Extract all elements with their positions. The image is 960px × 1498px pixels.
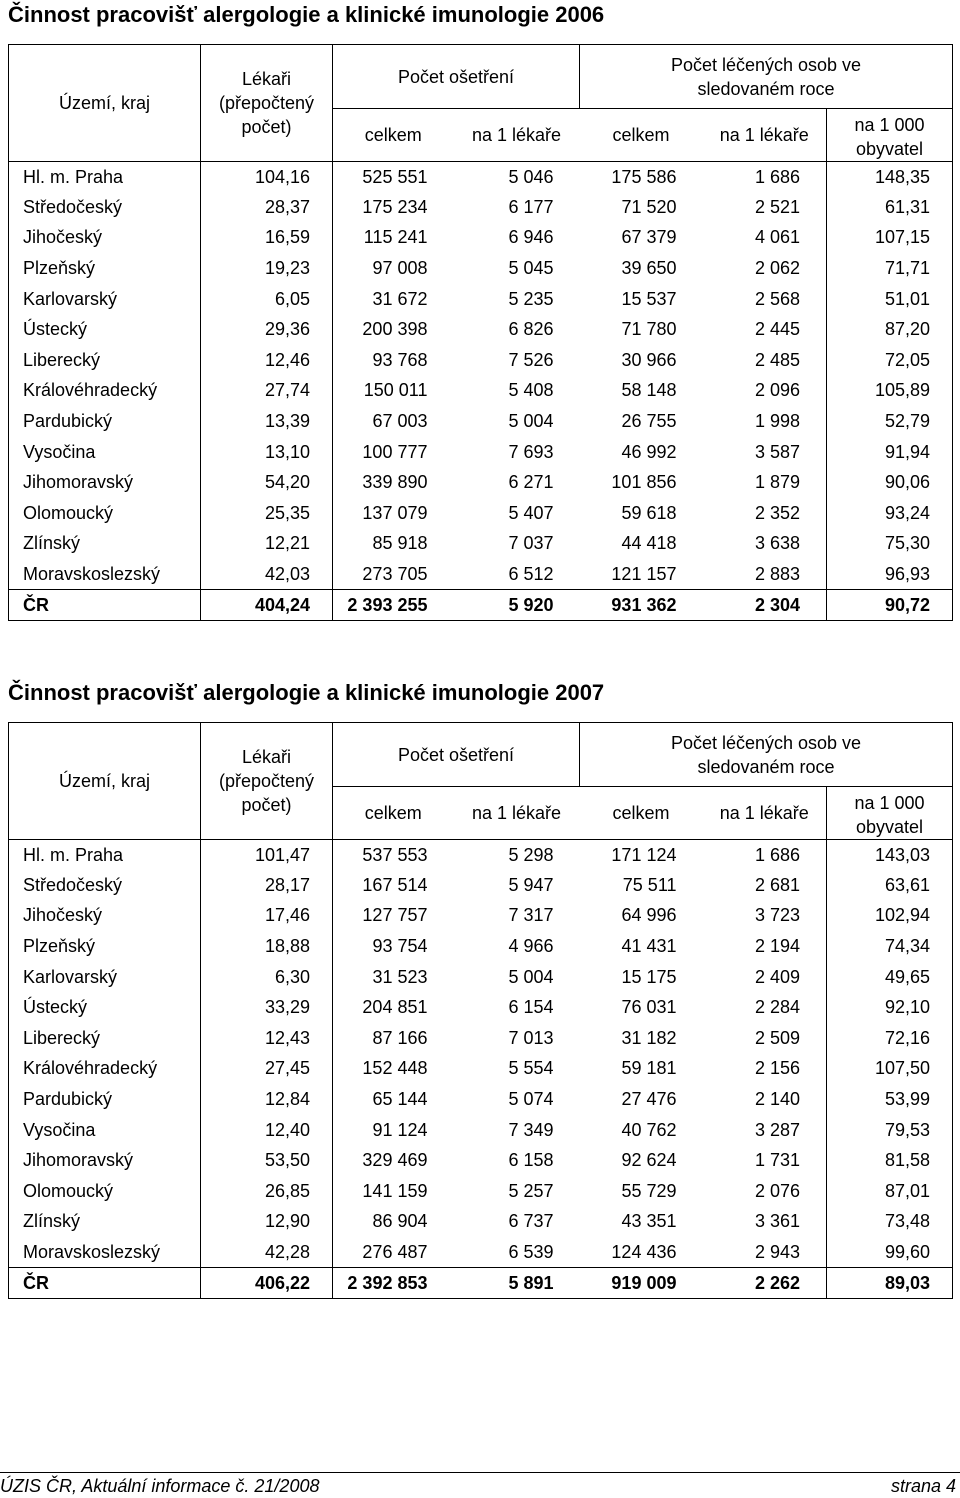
cell-pat-per-doctor: 2 156 [754,1058,800,1079]
cell-treat-per-doctor: 5 257 [508,1180,554,1201]
cell-pat-per-1000: 61,31 [827,192,953,223]
cell-treat-per-doctor: 7 013 [508,1027,554,1048]
cell-region: Ústecký [9,992,201,1023]
cell-treat-per-doctor: 6 737 [508,1211,554,1232]
cell-treat-total: 85 918 [333,529,454,560]
cell-doctors: 28,37 [201,192,333,223]
table-row [9,223,953,254]
cell-treat-per-doctor: 5 554 [508,1058,554,1079]
cell-pat-total: 40 762 [621,1119,677,1140]
header-patients: Počet léčených osob ve sledovaném roce [580,723,953,787]
cell-pat-per-doctor: 3 723 [754,905,800,926]
cell-treat-total: 537 553 [333,840,454,871]
cell-region: Královéhradecký [9,1054,201,1085]
cell-treat-total: 141 159 [333,1176,454,1207]
cell-treat-per-doctor: 6 271 [508,472,554,493]
cell-region: Zlínský [9,529,201,560]
cell-pat-per-1000: 52,79 [827,406,953,437]
cell-doctors: 13,10 [201,437,333,468]
cell-region: Jihomoravský [9,1145,201,1176]
cell-pat-per-1000: 73,48 [827,1207,953,1238]
cell-treat-total: 200 398 [333,314,454,345]
cell-pat-per-doctor: 3 638 [754,533,800,554]
cell-pat-per-doctor: 2 681 [754,874,800,895]
header-treat-per-doctor: na 1 lékaře [454,787,580,840]
cell-pat-total: 67 379 [621,227,677,248]
cell-treat-per-doctor: 5 947 [508,874,554,895]
cell-pat-total: 919 009 [580,1268,703,1299]
cell-pat-total: 55 729 [621,1180,677,1201]
cell-pat-per-1000: 49,65 [827,962,953,993]
cell-treat-per-doctor: 4 966 [508,936,554,957]
cell-pat-total: 43 351 [621,1211,677,1232]
table-row [9,192,953,223]
cell-region: ČR [9,1268,201,1299]
cell-pat-per-1000: 91,94 [827,437,953,468]
cell-pat-total: 15 537 [621,288,677,309]
cell-pat-total: 71 520 [621,196,677,217]
cell-pat-per-1000: 96,93 [827,559,953,590]
cell-treat-total: 329 469 [333,1145,454,1176]
page-footer [0,1472,960,1498]
table-row [9,1023,953,1054]
header-pat-per-1000: na 1 000 obyvatel [827,109,953,162]
cell-treat-total: 2 392 853 [333,1268,454,1299]
cell-pat-per-doctor: 2 140 [754,1089,800,1110]
cell-treat-per-doctor: 5 298 [454,840,580,871]
cell-region: Hl. m. Praha [9,840,201,871]
cell-pat-total: 101 856 [611,472,677,493]
table-row [9,962,953,993]
table-row [9,284,953,315]
header-region: Území, kraj [9,723,201,840]
cell-doctors: 6,05 [201,284,333,315]
cell-treat-total: 67 003 [333,406,454,437]
cell-pat-total: 39 650 [621,258,677,279]
table-row [9,870,953,901]
cell-pat-per-doctor: 3 287 [754,1119,800,1140]
cell-pat-per-1000: 90,72 [827,590,953,621]
cell-pat-per-doctor: 2 445 [754,319,800,340]
cell-treat-total: 91 124 [333,1115,454,1146]
cell-region: Zlínský [9,1207,201,1238]
cell-treat-per-doctor: 5 920 [454,590,580,621]
cell-pat-per-1000: 102,94 [827,901,953,932]
cell-pat-per-1000: 107,15 [827,223,953,254]
cell-treat-per-doctor: 6 177 [508,196,554,217]
header-patients: Počet léčených osob ve sledovaném roce [580,45,953,109]
table-row [9,931,953,962]
cell-doctors: 33,29 [201,992,333,1023]
cell-region: Moravskoslezský [9,559,201,590]
cell-treat-per-doctor: 7 317 [508,905,554,926]
cell-pat-total: 31 182 [621,1027,677,1048]
table-row [9,901,953,932]
table-row [9,1176,953,1207]
cell-treat-total: 93 754 [333,931,454,962]
cell-pat-per-1000: 74,34 [827,931,953,962]
header-doctors: Lékaři (přepočtený počet) [201,45,333,162]
table-row [9,467,953,498]
cell-pat-total: 15 175 [621,966,677,987]
cell-doctors: 12,21 [201,529,333,560]
cell-region: Moravskoslezský [9,1237,201,1268]
cell-treat-per-doctor: 6 946 [508,227,554,248]
cell-pat-total: 41 431 [621,936,677,957]
cell-pat-per-1000: 79,53 [827,1115,953,1146]
cell-pat-per-1000: 87,20 [827,314,953,345]
cell-treat-total: 31 672 [333,284,454,315]
cell-treat-per-doctor: 5 045 [508,258,554,279]
table-row [9,1237,953,1268]
table-title: Činnost pracovišť alergologie a klinické imunologie 2006 [8,2,605,27]
cell-doctors: 6,30 [201,962,333,993]
cell-treat-per-doctor: 5 074 [508,1089,554,1110]
cell-region: Vysočina [9,1115,201,1146]
cell-treat-per-doctor: 6 154 [508,997,554,1018]
cell-region: Karlovarský [9,284,201,315]
cell-pat-per-doctor: 1 731 [754,1150,800,1171]
cell-pat-per-doctor: 4 061 [754,227,800,248]
table-row [9,1054,953,1085]
cell-pat-per-1000: 90,06 [827,467,953,498]
header-pat-per-doctor: na 1 lékaře [703,109,827,162]
cell-pat-per-doctor: 2 284 [754,997,800,1018]
cell-treat-total: 273 705 [333,559,454,590]
cell-treat-total: 2 393 255 [333,590,454,621]
cell-pat-total: 71 780 [621,319,677,340]
cell-treat-total: 86 904 [333,1207,454,1238]
cell-pat-total: 171 124 [580,840,703,871]
cell-pat-per-doctor: 1 879 [754,472,800,493]
cell-pat-total: 59 181 [621,1058,677,1079]
cell-doctors: 54,20 [201,467,333,498]
cell-pat-total: 92 624 [621,1150,677,1171]
cell-treat-per-doctor: 5 235 [508,288,554,309]
cell-pat-per-doctor: 3 587 [754,441,800,462]
table-row [9,1145,953,1176]
cell-treat-per-doctor: 5 046 [454,162,580,193]
cell-pat-total: 931 362 [580,590,703,621]
cell-doctors: 12,46 [201,345,333,376]
cell-doctors: 16,59 [201,223,333,254]
cell-doctors: 12,40 [201,1115,333,1146]
cell-pat-per-1000: 51,01 [827,284,953,315]
cell-pat-per-doctor: 2 883 [754,563,800,584]
cell-treat-per-doctor: 7 349 [508,1119,554,1140]
table-total-row [9,590,953,621]
cell-treat-per-doctor: 6 539 [508,1241,554,1262]
cell-pat-per-1000: 72,05 [827,345,953,376]
cell-doctors: 19,23 [201,253,333,284]
header-pat-per-1000: na 1 000 obyvatel [827,787,953,840]
cell-treat-per-doctor: 6 826 [508,319,554,340]
cell-pat-total: 30 966 [621,349,677,370]
cell-doctors: 27,74 [201,376,333,407]
cell-treat-total: 65 144 [333,1084,454,1115]
cell-treat-total: 115 241 [333,223,454,254]
cell-pat-per-1000: 71,71 [827,253,953,284]
cell-pat-per-doctor: 3 361 [754,1211,800,1232]
cell-pat-per-1000: 143,03 [827,840,953,871]
cell-pat-per-1000: 75,30 [827,529,953,560]
header-treat-total: celkem [333,109,454,162]
table-title: Činnost pracovišť alergologie a klinické imunologie 2007 [8,680,605,705]
cell-treat-total: 137 079 [333,498,454,529]
cell-region: Vysočina [9,437,201,468]
cell-pat-per-1000: 93,24 [827,498,953,529]
cell-pat-total: 46 992 [621,441,677,462]
cell-pat-per-1000: 81,58 [827,1145,953,1176]
cell-doctors: 29,36 [201,314,333,345]
cell-pat-total: 124 436 [611,1241,677,1262]
header-treatments: Počet ošetření [333,723,580,787]
cell-treat-total: 525 551 [333,162,454,193]
cell-treat-per-doctor: 7 693 [508,441,554,462]
footer-page-number: strana 4 [890,1476,956,1496]
header-doctors: Lékaři (přepočtený počet) [201,723,333,840]
cell-pat-total: 175 586 [580,162,703,193]
table-row [9,376,953,407]
cell-treat-per-doctor: 7 037 [508,533,554,554]
cell-doctors: 12,84 [201,1084,333,1115]
cell-pat-per-doctor: 2 568 [754,288,800,309]
cell-doctors: 26,85 [201,1176,333,1207]
cell-doctors: 42,03 [201,559,333,590]
header-treatments: Počet ošetření [333,45,580,109]
cell-region: Karlovarský [9,962,201,993]
cell-doctors: 406,22 [201,1268,333,1299]
cell-doctors: 53,50 [201,1145,333,1176]
cell-pat-total: 75 511 [622,874,677,895]
table-row [9,1207,953,1238]
cell-pat-per-doctor: 2 521 [754,196,800,217]
cell-treat-total: 87 166 [333,1023,454,1054]
cell-region: Středočeský [9,870,201,901]
cell-pat-per-1000: 72,16 [827,1023,953,1054]
cell-treat-total: 150 011 [333,376,454,407]
cell-pat-per-doctor: 2 096 [754,380,800,401]
cell-doctors: 28,17 [201,870,333,901]
header-pat-total: celkem [580,109,703,162]
cell-pat-per-doctor: 2 076 [754,1180,800,1201]
cell-treat-per-doctor: 6 512 [508,563,554,584]
cell-treat-per-doctor: 7 526 [508,349,554,370]
cell-region: Plzeňský [9,253,201,284]
cell-pat-total: 121 157 [611,563,677,584]
cell-region: Jihočeský [9,223,201,254]
cell-pat-per-1000: 148,35 [827,162,953,193]
table-row [9,1115,953,1146]
table-row [9,498,953,529]
cell-region: Královéhradecký [9,376,201,407]
table-row [9,840,953,871]
cell-doctors: 18,88 [201,931,333,962]
table-row [9,437,953,468]
table-row [9,992,953,1023]
cell-treat-per-doctor: 6 158 [508,1150,554,1171]
cell-doctors: 17,46 [201,901,333,932]
cell-region: Středočeský [9,192,201,223]
cell-region: Liberecký [9,345,201,376]
table-row [9,314,953,345]
cell-treat-per-doctor: 5 004 [508,411,554,432]
cell-pat-total: 59 618 [621,502,677,523]
cell-region: Liberecký [9,1023,201,1054]
cell-treat-total: 204 851 [333,992,454,1023]
cell-doctors: 27,45 [201,1054,333,1085]
cell-region: Ústecký [9,314,201,345]
cell-region: Hl. m. Praha [9,162,201,193]
data-table [8,722,953,1299]
table-row [9,1084,953,1115]
cell-region: Pardubický [9,1084,201,1115]
cell-doctors: 404,24 [201,590,333,621]
cell-region: ČR [9,590,201,621]
header-pat-total: celkem [580,787,703,840]
cell-treat-total: 175 234 [333,192,454,223]
cell-doctors: 101,47 [201,840,333,871]
cell-pat-per-doctor: 2 352 [754,502,800,523]
cell-pat-per-doctor: 2 509 [754,1027,800,1048]
cell-treat-total: 100 777 [333,437,454,468]
cell-pat-total: 26 755 [621,411,677,432]
table-total-row [9,1268,953,1299]
cell-pat-per-doctor: 1 998 [754,411,800,432]
cell-region: Jihomoravský [9,467,201,498]
cell-pat-per-1000: 89,03 [827,1268,953,1299]
table-row [9,529,953,560]
cell-treat-total: 152 448 [333,1054,454,1085]
header-treat-total: celkem [333,787,454,840]
table-row [9,559,953,590]
cell-pat-per-1000: 53,99 [827,1084,953,1115]
cell-region: Olomoucký [9,1176,201,1207]
cell-pat-per-doctor: 2 409 [754,966,800,987]
header-treat-per-doctor: na 1 lékaře [454,109,580,162]
footer-source: ÚZIS ČR, Aktuální informace č. 21/2008 [0,1476,320,1496]
cell-doctors: 104,16 [201,162,333,193]
cell-pat-per-1000: 107,50 [827,1054,953,1085]
cell-doctors: 13,39 [201,406,333,437]
cell-doctors: 12,43 [201,1023,333,1054]
cell-region: Pardubický [9,406,201,437]
header-region: Území, kraj [9,45,201,162]
cell-pat-per-1000: 92,10 [827,992,953,1023]
table-row [9,162,953,193]
cell-pat-total: 58 148 [621,380,677,401]
cell-pat-total: 64 996 [621,905,677,926]
table-row [9,345,953,376]
cell-region: Olomoucký [9,498,201,529]
cell-pat-per-doctor: 2 262 [703,1268,827,1299]
table-row [9,253,953,284]
cell-pat-total: 76 031 [621,997,677,1018]
cell-pat-per-doctor: 2 943 [754,1241,800,1262]
cell-treat-per-doctor: 5 891 [454,1268,580,1299]
cell-treat-total: 167 514 [333,870,454,901]
cell-pat-per-doctor: 2 485 [754,349,800,370]
cell-pat-per-doctor: 2 062 [754,258,800,279]
cell-treat-total: 339 890 [333,467,454,498]
cell-treat-total: 276 487 [333,1237,454,1268]
cell-pat-per-doctor: 2 194 [754,936,800,957]
cell-pat-per-doctor: 1 686 [703,840,827,871]
cell-pat-per-doctor: 1 686 [703,162,827,193]
cell-pat-per-1000: 99,60 [827,1237,953,1268]
cell-pat-total: 44 418 [621,533,677,554]
cell-treat-total: 93 768 [333,345,454,376]
cell-pat-per-1000: 87,01 [827,1176,953,1207]
header-pat-per-doctor: na 1 lékaře [703,787,827,840]
cell-doctors: 12,90 [201,1207,333,1238]
cell-pat-total: 27 476 [621,1089,677,1110]
cell-pat-per-1000: 105,89 [827,376,953,407]
cell-doctors: 42,28 [201,1237,333,1268]
cell-pat-per-1000: 63,61 [827,870,953,901]
data-table [8,44,953,621]
cell-region: Plzeňský [9,931,201,962]
cell-treat-per-doctor: 5 408 [508,380,554,401]
table-row [9,406,953,437]
cell-doctors: 25,35 [201,498,333,529]
cell-treat-total: 127 757 [333,901,454,932]
cell-treat-total: 31 523 [333,962,454,993]
cell-pat-per-doctor: 2 304 [703,590,827,621]
cell-treat-total: 97 008 [333,253,454,284]
cell-treat-per-doctor: 5 407 [508,502,554,523]
cell-treat-per-doctor: 5 004 [508,966,554,987]
cell-region: Jihočeský [9,901,201,932]
